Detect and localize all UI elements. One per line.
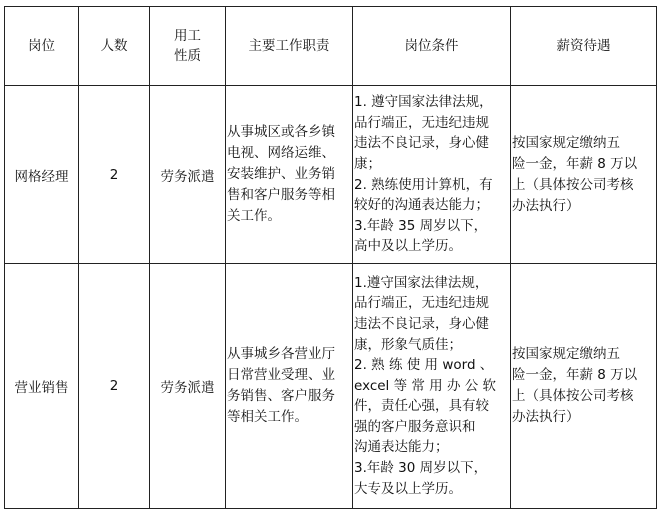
condition-line: excel 等 常 用 办 公 软 (354, 377, 497, 394)
condition-line: 强的客户服务意识和 (354, 418, 476, 435)
condition-line: 1. 遵守国家法律法规， (354, 94, 493, 111)
condition-line: 沟通表达能力； (354, 439, 449, 456)
header-employment-type-line-1: 用工 (174, 28, 201, 44)
condition-line: 康； (354, 155, 381, 172)
salary-line: 险一金，年薪 8 万以 (512, 367, 638, 383)
duty-line: 务销售、客户服务 (227, 388, 335, 404)
position-cell: 营业销售 (5, 264, 79, 509)
header-employment-type-line-2: 性质 (174, 48, 201, 64)
condition-line: 违法不良记录，身心健 (354, 315, 489, 332)
condition-line: 较好的沟通表达能力； (354, 197, 489, 214)
recruitment-table (4, 6, 657, 509)
count-cell: 2 (79, 264, 150, 509)
header-count: 人数 (79, 7, 150, 86)
count-cell: 2 (79, 86, 150, 264)
condition-line: 品行端正，无违纪违规 (354, 295, 489, 312)
condition-line: 2. 熟练使用计算机，有 (354, 176, 493, 193)
duty-line: 关工作。 (227, 208, 281, 224)
condition-line: 3.年龄 35 周岁以下， (354, 217, 488, 234)
condition-line: 3.年龄 30 周岁以下， (354, 460, 488, 477)
condition-line: 2. 熟 练 使 用 word 、 (354, 357, 494, 374)
duty-line: 从事城乡各营业厅 (227, 346, 335, 362)
duty-line: 日常营业受理、业 (227, 367, 335, 383)
header-row (5, 7, 657, 86)
position-cell: 网格经理 (5, 86, 79, 264)
condition-line: 品行端正，无违纪违规 (354, 114, 489, 131)
table-row (5, 264, 657, 509)
salary-cell (511, 86, 657, 264)
condition-line: 高中及以上学历。 (354, 238, 462, 255)
condition-line: 违法不良记录，身心健 (354, 135, 489, 152)
salary-line: 险一金，年薪 8 万以 (512, 155, 638, 172)
salary-line: 按国家规定缴纳五 (512, 134, 620, 151)
employment-type-cell: 劳务派遣 (150, 86, 226, 264)
employment-type-cell: 劳务派遣 (150, 264, 226, 509)
salary-line: 办法执行） (512, 197, 580, 214)
salary-line: 上（具体按公司考核 (512, 388, 634, 404)
salary-line: 按国家规定缴纳五 (512, 346, 620, 362)
header-salary: 薪资待遇 (511, 7, 657, 86)
condition-line: 件，责任心强，具有较 (354, 398, 489, 415)
salary-cell (511, 264, 657, 509)
condition-line: 1.遵守国家法律法规， (354, 274, 489, 291)
header-position: 岗位 (5, 7, 79, 86)
duty-line: 从事城区或各乡镇 (227, 124, 335, 140)
header-duties: 主要工作职责 (226, 7, 353, 86)
duty-line: 等相关工作。 (227, 409, 308, 425)
duties-cell (226, 264, 353, 509)
condition-line: 大专及以上学历。 (354, 480, 462, 497)
salary-line: 办法执行） (512, 409, 580, 425)
table-row (5, 86, 657, 264)
condition-line: 康，形象气质佳； (354, 336, 462, 353)
duty-line: 安装维护、业务销 (227, 166, 335, 182)
conditions-cell (353, 264, 511, 509)
salary-line: 上（具体按公司考核 (512, 176, 634, 193)
header-conditions: 岗位条件 (353, 7, 511, 86)
header-employment-type (150, 7, 226, 86)
conditions-cell (353, 86, 511, 264)
duty-line: 电视、网络运维、 (227, 145, 335, 161)
duties-cell (226, 86, 353, 264)
duty-line: 售和客户服务等相 (227, 187, 335, 203)
